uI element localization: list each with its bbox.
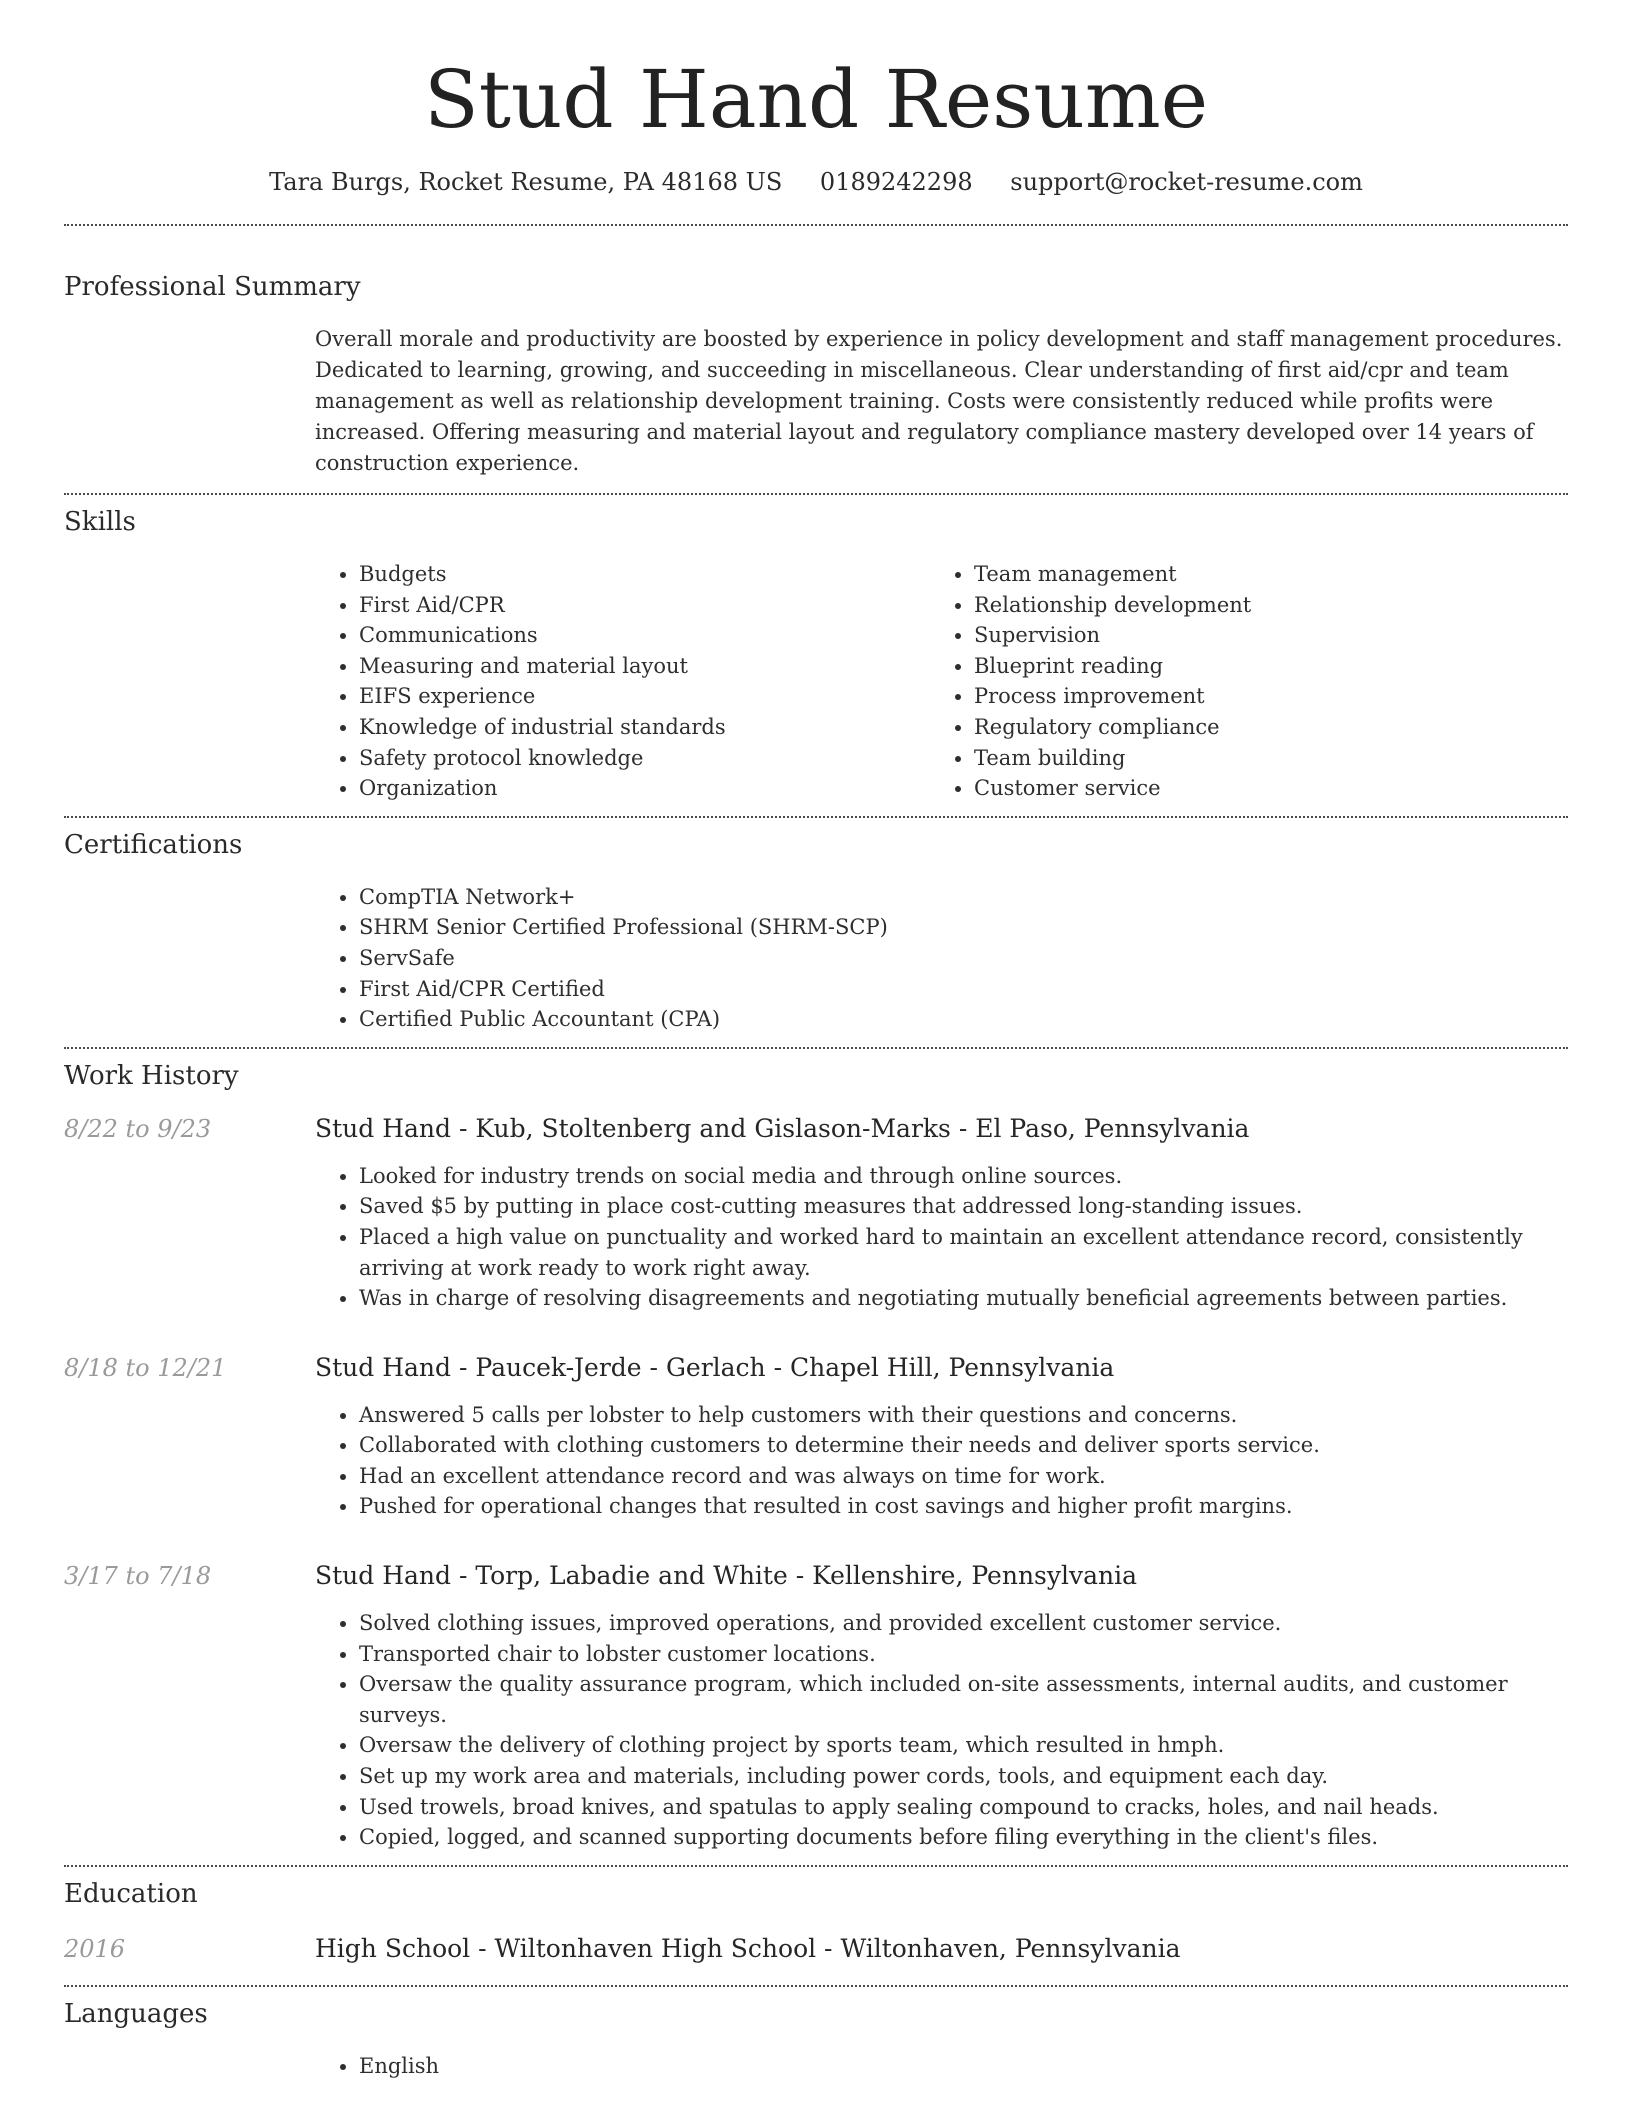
list-item: • Was in charge of resolving disagreements and negotiating mutually beneficial agreements between parties. <box>359 1283 1568 1314</box>
contact-address: Tara Burgs, Rocket Resume, PA 48168 US <box>269 168 783 196</box>
section-heading-skills: Skills <box>64 507 136 537</box>
list-item: • Pushed for operational changes that resulted in cost savings and higher profit margins. <box>359 1491 1568 1522</box>
contact-email[interactable]: support@rocket-resume.com <box>1010 168 1363 196</box>
job-dates: 3/17 to 7/18 <box>64 1562 212 1591</box>
section-heading-work-history: Work History <box>64 1060 239 1091</box>
contact-phone: 0189242298 <box>819 168 973 196</box>
section-skills <box>64 505 1568 804</box>
skills-column-right <box>930 559 1545 804</box>
divider <box>64 493 1568 495</box>
section-work-history <box>64 1059 1568 1853</box>
job-bullets <box>315 1400 1568 1522</box>
list-item: • Certified Public Accountant (CPA) <box>359 1004 1568 1035</box>
certifications-body <box>315 882 1568 1035</box>
section-languages <box>64 1997 1568 2082</box>
job-title: Stud Hand - Kub, Stoltenberg and Gislason-Marks - El Paso, Pennsylvania <box>315 1113 1250 1143</box>
list-item: • Relationship development <box>974 590 1545 621</box>
resume-content <box>64 0 1568 2081</box>
job-title: Stud Hand - Paucek-Jerde - Gerlach - Chapel Hill, Pennsylvania <box>315 1352 1115 1382</box>
list-item: • Budgets <box>359 559 930 590</box>
list-item: • Copied, logged, and scanned supporting documents before filing everything in the client's files. <box>359 1822 1568 1853</box>
list-item: • Knowledge of industrial standards <box>359 712 930 743</box>
section-heading-summary: Professional Summary <box>64 272 361 302</box>
section-education <box>64 1877 1568 1965</box>
list-item: • Team building <box>974 743 1545 774</box>
list-item: • Communications <box>359 620 930 651</box>
list-item: • ServSafe <box>359 943 1568 974</box>
list-item: • Answered 5 calls per lobster to help customers with their questions and concerns. <box>359 1400 1568 1431</box>
list-item: • Transported chair to lobster customer locations. <box>359 1639 1568 1670</box>
skills-columns <box>315 559 1568 804</box>
list-item: • Process improvement <box>974 681 1545 712</box>
education-title: High School - Wiltonhaven High School - Wiltonhaven, Pennsylvania <box>315 1933 1181 1963</box>
list-item: • Oversaw the quality assurance program, which included on-site assessments, internal audits, and customer surveys. <box>359 1669 1568 1730</box>
list-item: • Measuring and material layout <box>359 651 930 682</box>
list-item: • English <box>359 2051 1568 2082</box>
job-header <box>64 1352 1568 1384</box>
list-item: • First Aid/CPR <box>359 590 930 621</box>
summary-text: Overall morale and productivity are boosted by experience in policy development and staff management procedures. Dedicated to learning, growing, and succeeding in miscellaneous. Clear understanding of first aid/cpr and team management as well as relationship development training. Costs were consistently reduced while profits were increased. Offering measuring and material layout and regulatory compliance mastery developed over 14 years of construction experience. <box>315 327 1563 475</box>
summary-body <box>315 324 1568 479</box>
list-item: • Set up my work area and materials, including power cords, tools, and equipment each day. <box>359 1761 1568 1792</box>
section-heading-education: Education <box>64 1878 198 1909</box>
job-entry <box>64 1113 1568 1314</box>
job-header <box>64 1113 1568 1145</box>
list-item: • Organization <box>359 773 930 804</box>
list-item: • EIFS experience <box>359 681 930 712</box>
job-header <box>64 1560 1568 1592</box>
list-item: • Safety protocol knowledge <box>359 743 930 774</box>
list-item: • Blueprint reading <box>974 651 1545 682</box>
list-item: • Customer service <box>974 773 1545 804</box>
job-bullets <box>315 1161 1568 1314</box>
divider <box>64 224 1568 226</box>
job-bullets <box>315 1608 1568 1853</box>
section-heading-certifications: Certifications <box>64 829 243 860</box>
list-item: • Regulatory compliance <box>974 712 1545 743</box>
list-item: • Saved $5 by putting in place cost-cutting measures that addressed long-standing issues. <box>359 1191 1568 1222</box>
divider <box>64 816 1568 818</box>
contact-line <box>64 166 1568 198</box>
list-item: • Looked for industry trends on social media and through online sources. <box>359 1161 1568 1192</box>
divider <box>64 1047 1568 1049</box>
job-dates: 8/18 to 12/21 <box>64 1353 227 1382</box>
education-dates: 2016 <box>64 1934 126 1963</box>
job-dates: 8/22 to 9/23 <box>64 1114 212 1143</box>
list-item: • Had an excellent attendance record and was always on time for work. <box>359 1461 1568 1492</box>
job-entry <box>64 1560 1568 1853</box>
list-item: • Oversaw the delivery of clothing project by sports team, which resulted in hmph. <box>359 1730 1568 1761</box>
divider <box>64 1985 1568 1987</box>
list-item: • Team management <box>974 559 1545 590</box>
job-title: Stud Hand - Torp, Labadie and White - Kellenshire, Pennsylvania <box>315 1561 1138 1591</box>
education-entry <box>64 1933 1568 1965</box>
section-heading-languages: Languages <box>64 1998 208 2029</box>
resume-title: Stud Hand Resume <box>423 53 1209 146</box>
list-item: • Supervision <box>974 620 1545 651</box>
skills-column-left <box>315 559 930 804</box>
list-item: • First Aid/CPR Certified <box>359 974 1568 1005</box>
section-certifications <box>64 828 1568 1035</box>
list-item: • Collaborated with clothing customers to determine their needs and deliver sports service. <box>359 1430 1568 1461</box>
list-item: • CompTIA Network+ <box>359 882 1568 913</box>
languages-body <box>315 2051 1568 2082</box>
list-item: • Placed a high value on punctuality and worked hard to maintain an excellent attendance record, consistently arriving at work ready to work right away. <box>359 1222 1568 1283</box>
list-item: • Solved clothing issues, improved operations, and provided excellent customer service. <box>359 1608 1568 1639</box>
section-summary <box>64 270 1568 479</box>
list-item: • Used trowels, broad knives, and spatulas to apply sealing compound to cracks, holes, and nail heads. <box>359 1792 1568 1823</box>
list-item: • SHRM Senior Certified Professional (SHRM-SCP) <box>359 912 1568 943</box>
job-entry <box>64 1352 1568 1522</box>
divider <box>64 1865 1568 1867</box>
